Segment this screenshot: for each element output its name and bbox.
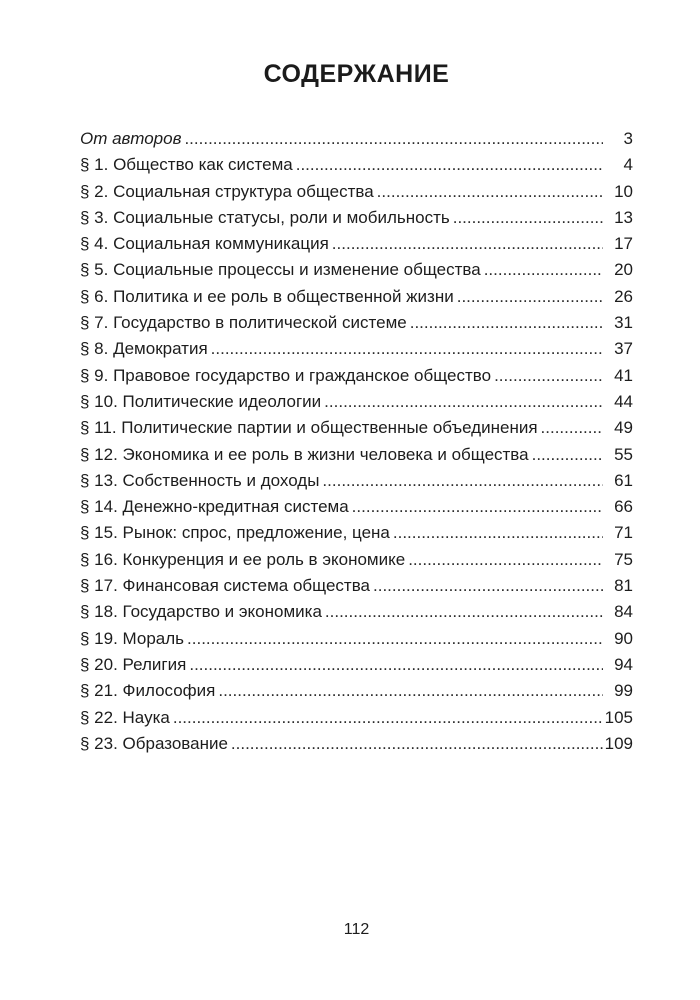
- toc-entry-page-number: 10: [614, 181, 633, 201]
- dot-leader: [481, 257, 603, 283]
- toc-entry-page-number: 71: [614, 523, 633, 543]
- toc-entry-label: § 17. Финансовая система общества: [80, 576, 370, 596]
- toc-entry-label: § 23. Образование: [80, 733, 228, 753]
- dot-leader: [208, 336, 603, 362]
- toc-entry: [80, 284, 633, 310]
- toc-entry: [80, 442, 633, 468]
- dot-leader: [529, 442, 603, 468]
- dot-leader: [390, 520, 603, 546]
- page-title: СОДЕРЖАНИЕ: [263, 60, 450, 88]
- toc-entry-label: § 5. Социальные процессы и изменение общества: [80, 260, 481, 280]
- toc-entry: [80, 652, 633, 678]
- toc-entry-label: § 11. Политические партии и общественные объединения: [80, 418, 538, 438]
- toc-entry: [80, 415, 633, 441]
- toc-entry-page-number: 109: [604, 733, 633, 753]
- toc-entry: [80, 573, 633, 599]
- dot-leader: [321, 389, 603, 415]
- toc-entry-page-number: 3: [623, 129, 633, 148]
- toc-entry-label: § 1. Общество как система: [80, 155, 293, 175]
- toc-entry-page-number: 41: [614, 365, 633, 385]
- dot-leader: [370, 573, 603, 599]
- toc-entry: [80, 494, 633, 520]
- dot-leader: [407, 310, 603, 336]
- toc-entry-page-number: 94: [614, 654, 633, 674]
- toc-entry-page-number: 99: [614, 681, 633, 701]
- toc-entry: [80, 231, 633, 257]
- toc-entry-label: § 2. Социальная структура общества: [80, 181, 374, 201]
- toc-entry: [80, 126, 633, 152]
- toc-entry-label: § 14. Денежно-кредитная система: [80, 497, 349, 517]
- toc-entry-label: § 15. Рынок: спрос, предложение, цена: [80, 523, 390, 543]
- toc-entry: [80, 468, 633, 494]
- toc-entry: [80, 257, 633, 283]
- toc-entry-page-number: 84: [614, 602, 633, 622]
- toc-entry-page-number: 4: [623, 155, 633, 175]
- toc-entry: [80, 152, 633, 178]
- toc-entry-label: § 21. Философия: [80, 681, 216, 701]
- toc-entry-label: § 7. Государство в политической системе: [80, 313, 407, 333]
- dot-leader: [184, 626, 603, 652]
- dot-leader: [215, 678, 603, 704]
- toc-entry-page-number: 49: [614, 418, 633, 438]
- toc-entry-page-number: 61: [614, 470, 633, 490]
- toc-entry-label: § 9. Правовое государство и гражданское общество: [80, 365, 492, 385]
- toc-entry-label: От авторов: [80, 129, 182, 148]
- toc-entry-page-number: 75: [614, 549, 633, 569]
- toc-entry-label: § 13. Собственность и доходы: [80, 470, 320, 490]
- toc-entry-label: § 8. Демократия: [80, 339, 208, 359]
- toc-entry-page-number: 37: [614, 339, 633, 359]
- toc-entry: [80, 547, 633, 573]
- toc-entry-label: § 22. Наука: [80, 707, 170, 727]
- dot-leader: [293, 152, 603, 178]
- dot-leader: [181, 126, 603, 152]
- dot-leader: [186, 652, 603, 678]
- toc-entry: [80, 731, 633, 757]
- toc-entry-page-number: 55: [614, 444, 633, 464]
- dot-leader: [170, 705, 603, 731]
- dot-leader: [329, 231, 603, 257]
- toc-entry: [80, 179, 633, 205]
- toc-entry: [80, 336, 633, 362]
- toc-entry-page-number: 66: [614, 497, 633, 517]
- toc-entry-label: § 10. Политические идеологии: [80, 391, 322, 411]
- toc-entry: [80, 626, 633, 652]
- toc-entry-page-number: 90: [614, 628, 633, 648]
- toc-entry-page-number: 20: [614, 260, 633, 280]
- dot-leader: [349, 494, 603, 520]
- dot-leader: [454, 284, 603, 310]
- toc-entry: [80, 678, 633, 704]
- toc-entry-page-number: 31: [614, 313, 633, 333]
- toc-entry: [80, 363, 633, 389]
- dot-leader: [538, 415, 603, 441]
- toc-entry-label: § 19. Мораль: [80, 628, 185, 648]
- toc-entry: [80, 599, 633, 625]
- dot-leader: [374, 179, 603, 205]
- toc-entry-label: § 18. Государство и экономика: [80, 602, 322, 622]
- toc-entry-page-number: 17: [614, 234, 633, 254]
- toc-entry: [80, 705, 633, 731]
- toc-entry-label: § 16. Конкуренция и ее роль в экономике: [80, 549, 406, 569]
- toc-entry-label: § 6. Политика и ее роль в общественной жизни: [80, 286, 454, 306]
- dot-leader: [319, 468, 603, 494]
- footer-page-number: 112: [343, 921, 370, 938]
- toc-entry-label: § 20. Религия: [80, 654, 187, 674]
- dot-leader: [491, 363, 603, 389]
- dot-leader: [322, 599, 603, 625]
- toc-entry: [80, 310, 633, 336]
- dot-leader: [450, 205, 603, 231]
- dot-leader: [405, 547, 603, 573]
- toc-entry-page-number: 81: [614, 576, 633, 596]
- toc-list: [80, 126, 633, 757]
- toc-entry-label: § 3. Социальные статусы, роли и мобильность: [80, 207, 450, 227]
- toc-entry: [80, 205, 633, 231]
- toc-entry: [80, 389, 633, 415]
- toc-entry-label: § 12. Экономика и ее роль в жизни человека и общества: [80, 444, 529, 464]
- toc-entry-page-number: 105: [604, 707, 633, 727]
- toc-entry-page-number: 44: [614, 391, 633, 411]
- toc-entry-page-number: 26: [614, 286, 633, 306]
- toc-entry-page-number: 13: [614, 207, 633, 227]
- toc-entry-label: § 4. Социальная коммуникация: [80, 234, 329, 254]
- dot-leader: [228, 731, 603, 757]
- toc-entry: [80, 520, 633, 546]
